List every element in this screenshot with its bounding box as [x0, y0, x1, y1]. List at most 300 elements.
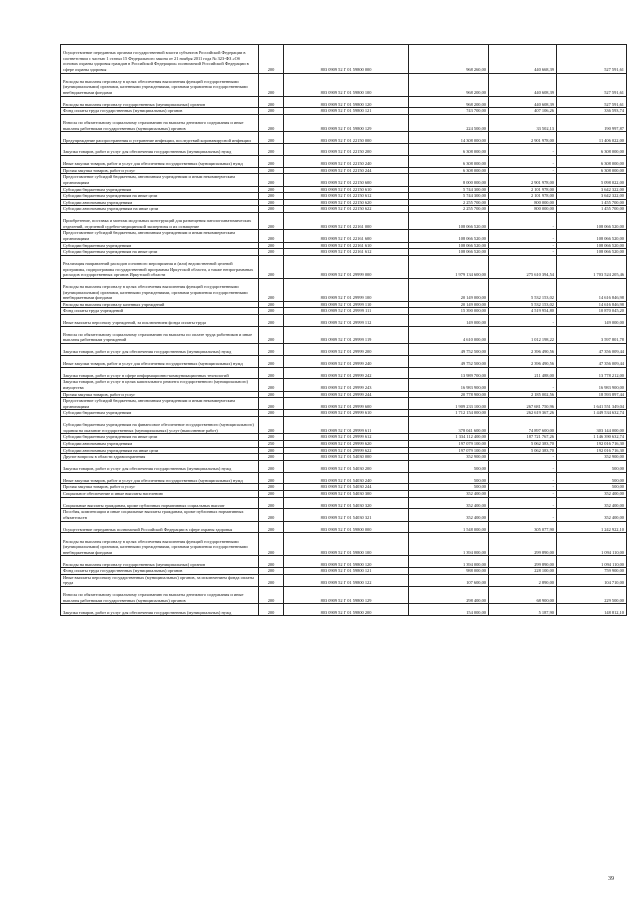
row-done: - — [489, 242, 557, 249]
row-plan: 6 308 000,00 — [409, 144, 489, 156]
row-rest: 6 308 000,00 — [557, 167, 627, 174]
row-done: 2 901 978,00 — [489, 174, 557, 186]
row-plan: 8 000 000,00 — [409, 174, 489, 186]
row-rest: 108 066 520,00 — [557, 242, 627, 249]
row-code: 200 — [259, 206, 284, 213]
row-done: 2 901 978,00 — [489, 132, 557, 144]
row-done: - — [489, 509, 557, 521]
row-done: 299 890,00 — [489, 556, 557, 568]
row-plan: 2 255 700,00 — [409, 199, 489, 206]
row-kbk: 803 0909 52 Г 01 59800 120 — [284, 556, 409, 568]
row-done: 33 502,13 — [489, 114, 557, 131]
row-code: 200 — [259, 301, 284, 308]
row-name: Субсидии бюджетным учреждениям на иные цели — [61, 249, 259, 256]
row-done: 2 101 978,00 — [489, 193, 557, 200]
row-kbk: 803 0909 52 Г 01 22150 000 — [284, 132, 409, 144]
row-code: 200 — [259, 255, 284, 278]
row-name: Субсидии бюджетным учреждениям — [61, 410, 259, 417]
table-row — [61, 490, 627, 497]
row-rest: 527 591,61 — [557, 96, 627, 108]
row-kbk: 803 0909 52 Г 01 29999 243 — [284, 379, 409, 391]
row-code: 200 — [259, 556, 284, 568]
row-code: 200 — [259, 367, 284, 379]
table-row — [61, 344, 627, 356]
row-plan: 968 200,00 — [409, 96, 489, 108]
row-name: Субсидии бюджетным учреждениям — [61, 242, 259, 249]
row-name: Взносы по обязательному социальному страхованию на выплаты денежного содержания и иные выплаты работникам государственных (муниципальных) органов — [61, 586, 259, 603]
row-name: Расходы на выплаты персоналу в целях обеспечения выполнения функций государственными (муниципальными) органами, казенными учреждениями, органами управления государственными внебюджетными фондами — [61, 73, 259, 96]
row-name: Закупка товаров, работ и услуг для обеспечения государственных (муниципальных) нужд — [61, 460, 259, 472]
row-plan: 108 066 520,00 — [409, 249, 489, 256]
table-row — [61, 355, 627, 367]
table-row — [61, 96, 627, 108]
row-plan: 108 066 520,00 — [409, 242, 489, 249]
row-plan: 1 712 154 000,00 — [409, 410, 489, 417]
table-row — [61, 326, 627, 343]
row-code: 200 — [259, 308, 284, 315]
row-plan: 108 066 520,00 — [409, 212, 489, 229]
row-kbk: 803 0909 52 Г 01 29999 119 — [284, 326, 409, 343]
row-kbk: 803 0909 52 Г 01 22150 600 — [284, 174, 409, 186]
row-plan: 13 989 700,00 — [409, 367, 489, 379]
row-done: - — [489, 460, 557, 472]
row-done: - — [489, 167, 557, 174]
row-rest: 5 098 022,00 — [557, 174, 627, 186]
row-code: 250 — [259, 441, 284, 448]
table-row — [61, 255, 627, 278]
row-done: 2 101 978,00 — [489, 186, 557, 193]
row-kbk: 803 0909 52 Г 01 22161 600 — [284, 230, 409, 242]
row-plan: 16 983 900,00 — [409, 379, 489, 391]
row-plan: 20 149 000,00 — [409, 301, 489, 308]
table-row — [61, 497, 627, 509]
row-kbk: 803 0909 52 Г 01 22150 610 — [284, 186, 409, 193]
table-row — [61, 174, 627, 186]
row-name: Субсидии автономным учреждениям на иные цели — [61, 206, 259, 213]
row-done: 440 668,39 — [489, 45, 557, 74]
row-plan: 20 149 000,00 — [409, 278, 489, 301]
row-plan: 5 744 300,00 — [409, 186, 489, 193]
row-name: Иные закупки товаров, работ и услуг для обеспечения государственных (муниципальных) нужд — [61, 472, 259, 484]
row-kbk: 803 0909 52 Г 01 59800 129 — [284, 114, 409, 131]
row-code: 200 — [259, 379, 284, 391]
row-code: 200 — [259, 391, 284, 398]
row-name: Приобретение, поставка и монтаж модульных конструкций для размещения патологоанатомических отделений, отделений судебно-медицинской экспертизы и их оснащение — [61, 212, 259, 229]
row-rest: 527 591,61 — [557, 45, 627, 74]
row-name: Субсидии автономным учреждениям — [61, 199, 259, 206]
row-code: 200 — [259, 586, 284, 603]
table-row — [61, 460, 627, 472]
row-name: Субсидии бюджетным учреждениям на иные цели — [61, 434, 259, 441]
row-rest: 108 066 520,00 — [557, 230, 627, 242]
row-name: Прочая закупка товаров, работ и услуг — [61, 391, 259, 398]
row-name: Закупка товаров, работ и услуг для обеспечения государственных (муниципальных) нужд — [61, 604, 259, 616]
row-kbk: 803 0909 52 Г 01 59800 121 — [284, 108, 409, 115]
row-code: 200 — [259, 230, 284, 242]
row-done: 228 100,00 — [489, 568, 557, 575]
table-body — [61, 45, 627, 616]
row-rest: 149 000,00 — [557, 314, 627, 326]
row-rest: 500,00 — [557, 484, 627, 491]
row-plan: 5 744 300,00 — [409, 193, 489, 200]
table-row — [61, 167, 627, 174]
row-name: Прочая закупка товаров, работ и услуг — [61, 167, 259, 174]
row-rest: 6 308 000,00 — [557, 144, 627, 156]
table-row — [61, 398, 627, 410]
row-rest: 3 642 322,00 — [557, 186, 627, 193]
row-name: Субсидии автономным учреждениям — [61, 441, 259, 448]
row-code: 200 — [259, 174, 284, 186]
row-kbk: 803 0909 52 Г 01 59800 120 — [284, 96, 409, 108]
row-kbk: 803 0909 52 Г 01 29999 622 — [284, 447, 409, 454]
row-done: - — [489, 454, 557, 461]
table-row — [61, 144, 627, 156]
row-name: Расходы на выплаты персоналу государственных (муниципальных) органов — [61, 96, 259, 108]
row-rest: 336 593,74 — [557, 108, 627, 115]
row-rest: 500,00 — [557, 460, 627, 472]
row-code: 200 — [259, 417, 284, 434]
table-row — [61, 533, 627, 556]
row-kbk: 803 0909 52 Г 01 29999 612 — [284, 434, 409, 441]
row-done: - — [489, 490, 557, 497]
table-row — [61, 509, 627, 521]
row-code: 200 — [259, 114, 284, 131]
row-rest: 1 455 700,00 — [557, 206, 627, 213]
row-name: Расходы на выплаты персоналу в целях обеспечения выполнения функций государственными (муниципальными) органами, казенными учреждениями, органами управления государственными внебюджетными фондами — [61, 278, 259, 301]
row-done: - — [489, 379, 557, 391]
row-rest: 192 016 716,30 — [557, 441, 627, 448]
row-rest: 1 641 551 349,04 — [557, 398, 627, 410]
row-plan: 1 548 000,00 — [409, 521, 489, 533]
row-done: - — [489, 497, 557, 509]
page-number: 39 — [608, 876, 614, 882]
table-row — [61, 301, 627, 308]
row-name: Взносы по обязательному социальному страхованию на выплаты по оплате труда работников и иные выплаты работникам учреждений — [61, 326, 259, 343]
row-done: 5 062 383,70 — [489, 441, 557, 448]
row-name: Иные закупки товаров, работ и услуг для обеспечения государственных (муниципальных) нужд — [61, 355, 259, 367]
row-plan: 1 334 112 400,00 — [409, 434, 489, 441]
row-plan: 968 200,00 — [409, 73, 489, 96]
row-done: 440 608,39 — [489, 96, 557, 108]
row-name: Закупка товаров, работ и услуг для обеспечения государственных (муниципальных) нужд — [61, 144, 259, 156]
row-kbk: 803 0909 52 Г 01 22150 622 — [284, 206, 409, 213]
row-kbk: 803 0909 52 Г 01 22161 610 — [284, 242, 409, 249]
row-kbk: 803 0909 52 Г 01 29999 611 — [284, 417, 409, 434]
table-row — [61, 586, 627, 603]
row-kbk: 803 0909 52 Г 01 54030 200 — [284, 460, 409, 472]
table-row — [61, 199, 627, 206]
row-done: 2 396 490,56 — [489, 355, 557, 367]
row-code: 200 — [259, 434, 284, 441]
row-plan: 197 079 100,00 — [409, 441, 489, 448]
row-plan: 2 255 700,00 — [409, 206, 489, 213]
row-name: Предупреждение распространения и устранение инфекции, последствий коронавирусной инфекции — [61, 132, 259, 144]
table-row — [61, 314, 627, 326]
row-rest: 1 703 524 205,46 — [557, 255, 627, 278]
row-name: Иные выплаты персоналу государственных (муниципальных) органов, за исключением фонда оплаты труда — [61, 574, 259, 586]
row-done: 267 681 750,96 — [489, 398, 557, 410]
row-code: 200 — [259, 410, 284, 417]
row-code: 200 — [259, 509, 284, 521]
row-rest: 229 500,00 — [557, 586, 627, 603]
row-kbk: 803 0909 52 Г 01 54030 320 — [284, 497, 409, 509]
row-code: 200 — [259, 242, 284, 249]
row-plan: 224 500,00 — [409, 114, 489, 131]
row-code: 200 — [259, 490, 284, 497]
table-row — [61, 574, 627, 586]
row-code: 200 — [259, 73, 284, 96]
row-name: Взносы по обязательному социальному страхованию на выплаты денежного содержания и иные выплаты работникам государственных (муниципальных) органов — [61, 114, 259, 131]
row-name: Пособия, компенсации и иные социальные выплаты гражданам, кроме публичных нормативных обязательств — [61, 509, 259, 521]
row-rest: 1 449 534 632,74 — [557, 410, 627, 417]
row-rest: 1 146 390 632,74 — [557, 434, 627, 441]
table-row — [61, 568, 627, 575]
row-code: 200 — [259, 497, 284, 509]
row-name: Предоставление субсидий бюджетным, автономным учреждениям и иным некоммерческим организациям — [61, 230, 259, 242]
row-done: 275 610 394,54 — [489, 255, 557, 278]
row-kbk: 803 0909 52 Г 01 29999 620 — [284, 441, 409, 448]
row-kbk: 803 0909 52 Г 01 29999 240 — [284, 355, 409, 367]
row-kbk: 803 0909 52 Г 01 29999 111 — [284, 308, 409, 315]
row-name: Фонд оплаты труда учреждений — [61, 308, 259, 315]
row-done: - — [489, 472, 557, 484]
row-done: 2 890,00 — [489, 574, 557, 586]
row-name: Субсидии автономным учреждениям на иные цели — [61, 447, 259, 454]
budget-table — [60, 44, 627, 616]
table-row — [61, 230, 627, 242]
row-plan: 1 394 000,00 — [409, 533, 489, 556]
row-kbk: 803 0909 52 Г 01 29999 610 — [284, 410, 409, 417]
row-plan: 1 909 233 100,00 — [409, 398, 489, 410]
row-name: Закупка товаров, работ и услуг в сфере информационно-коммуникационных технологий — [61, 367, 259, 379]
table-row — [61, 434, 627, 441]
row-code: 200 — [259, 344, 284, 356]
row-kbk: 803 0909 52 Г 01 54030 321 — [284, 509, 409, 521]
row-rest: 352 400,00 — [557, 509, 627, 521]
table-row — [61, 604, 627, 616]
row-kbk: 803 0909 52 Г 01 22150 200 — [284, 144, 409, 156]
table-row — [61, 556, 627, 568]
row-name: Субсидии бюджетным учреждениям — [61, 186, 259, 193]
row-plan: 6 308 000,00 — [409, 167, 489, 174]
row-rest: 18 593 897,44 — [557, 391, 627, 398]
row-done: - — [489, 212, 557, 229]
row-kbk: 803 0909 52 Г 01 54030 244 — [284, 484, 409, 491]
row-kbk: 803 0909 52 Г 01 29999 200 — [284, 344, 409, 356]
row-name: Иные выплаты персоналу учреждений, за исключением фонда оплаты труда — [61, 314, 259, 326]
row-rest: 14 616 846,98 — [557, 278, 627, 301]
row-code: 200 — [259, 472, 284, 484]
table-row — [61, 441, 627, 448]
row-name: Осуществление переданных органам государственной власти субъектов Российской Федерации в соответствии с частью 1 статьи 15 Федерального закона от 21 ноября 2011 года № 323-ФЗ «Об основах охраны здоровья граждан в Российской Федерации» полномочий Российской Федерации в сфере охраны здоровья — [61, 45, 259, 74]
table-row — [61, 308, 627, 315]
row-done: - — [489, 230, 557, 242]
row-rest: 3 642 322,00 — [557, 193, 627, 200]
row-name: Фонд оплаты труда государственных (муниципальных) органов — [61, 568, 259, 575]
table-row — [61, 193, 627, 200]
row-code: 200 — [259, 45, 284, 74]
row-kbk: 803 0909 52 Г 01 22150 240 — [284, 155, 409, 167]
row-code: 200 — [259, 144, 284, 156]
row-plan: 352 900,00 — [409, 454, 489, 461]
row-code: 200 — [259, 278, 284, 301]
row-kbk: 803 0909 52 Г 01 22161 612 — [284, 249, 409, 256]
row-name: Субсидии бюджетным учреждениям на иные цели — [61, 193, 259, 200]
row-rest: 16 983 900,00 — [557, 379, 627, 391]
row-code: 200 — [259, 574, 284, 586]
row-done: 800 000,00 — [489, 199, 557, 206]
table-row — [61, 206, 627, 213]
row-kbk: 803 0909 52 Г 01 59800 100 — [284, 73, 409, 96]
row-done: - — [489, 484, 557, 491]
row-plan: 49 752 500,00 — [409, 344, 489, 356]
row-plan: 988 000,00 — [409, 568, 489, 575]
row-plan: 352 400,00 — [409, 490, 489, 497]
row-code: 200 — [259, 447, 284, 454]
row-done: - — [489, 249, 557, 256]
row-name: Социальное обеспечение и иные выплаты населению — [61, 490, 259, 497]
row-kbk: 803 0909 52 Г 01 22150 244 — [284, 167, 409, 174]
row-done: 5 532 153,02 — [489, 278, 557, 301]
row-rest: 104 710,00 — [557, 574, 627, 586]
table-row — [61, 391, 627, 398]
table-row — [61, 521, 627, 533]
row-rest: 192 016 716,30 — [557, 447, 627, 454]
row-code: 200 — [259, 199, 284, 206]
row-code: 200 — [259, 193, 284, 200]
row-code: 200 — [259, 484, 284, 491]
table-row — [61, 367, 627, 379]
row-kbk: 803 0909 52 Г 01 59800 122 — [284, 574, 409, 586]
row-kbk: 803 0909 52 Г 01 59800 100 — [284, 533, 409, 556]
row-name: Реализация направлений расходов основного мероприятия и (или) ведомственной целевой программы, подпрограммы государственной программы Иркутской области, а также непрограммных расходов государственных органов Иркутской области — [61, 255, 259, 278]
row-done: 440 608,39 — [489, 73, 557, 96]
row-kbk: 803 0909 52 Г 01 54030 240 — [284, 472, 409, 484]
table-row — [61, 278, 627, 301]
row-code: 200 — [259, 454, 284, 461]
row-rest: 500,00 — [557, 472, 627, 484]
row-code: 200 — [259, 108, 284, 115]
row-done: 1 012 198,22 — [489, 326, 557, 343]
row-code: 200 — [259, 249, 284, 256]
row-rest: 6 308 000,00 — [557, 155, 627, 167]
row-code: 200 — [259, 132, 284, 144]
row-done: 68 900,00 — [489, 586, 557, 603]
table-row — [61, 417, 627, 434]
row-done: 305 077,90 — [489, 521, 557, 533]
row-plan: 500,00 — [409, 484, 489, 491]
row-rest: 1 455 700,00 — [557, 199, 627, 206]
row-rest: 1 094 110,00 — [557, 556, 627, 568]
row-code: 200 — [259, 568, 284, 575]
row-plan: 6 308 000,00 — [409, 155, 489, 167]
row-plan: 49 752 500,00 — [409, 355, 489, 367]
row-done: 262 619 367,26 — [489, 410, 557, 417]
row-plan: 4 610 000,00 — [409, 326, 489, 343]
row-rest: 190 997,87 — [557, 114, 627, 131]
table-row — [61, 155, 627, 167]
row-kbk: 803 0909 52 Г 01 22150 612 — [284, 193, 409, 200]
row-rest: 11 406 022,00 — [557, 132, 627, 144]
row-rest: 352 400,00 — [557, 490, 627, 497]
row-kbk: 803 0909 52 Г 01 22161 000 — [284, 212, 409, 229]
row-kbk: 803 0909 52 Г 01 59800 129 — [284, 586, 409, 603]
row-kbk: 803 0909 52 Г 01 29999 242 — [284, 367, 409, 379]
row-name: Другие вопросы в области здравоохранения — [61, 454, 259, 461]
row-rest: 1 242 922,10 — [557, 521, 627, 533]
row-code: 200 — [259, 186, 284, 193]
row-plan: 149 000,00 — [409, 314, 489, 326]
row-name: Осуществление переданных полномочий Российской Федерации в сфере охраны здоровья — [61, 521, 259, 533]
table-row — [61, 242, 627, 249]
row-kbk: 803 0909 52 Г 01 29999 244 — [284, 391, 409, 398]
row-code: 200 — [259, 96, 284, 108]
row-done: 800 000,00 — [489, 206, 557, 213]
table-row — [61, 45, 627, 74]
row-rest: 13 778 212,00 — [557, 367, 627, 379]
row-rest: 352 900,00 — [557, 454, 627, 461]
row-rest: 148 812,10 — [557, 604, 627, 616]
row-done: 5 532 153,02 — [489, 301, 557, 308]
row-kbk: 803 0909 52 Г 01 59800 200 — [284, 604, 409, 616]
row-kbk: 803 0909 52 Г 01 22150 620 — [284, 199, 409, 206]
row-kbk: 803 0909 52 Г 01 29999 112 — [284, 314, 409, 326]
table-row — [61, 73, 627, 96]
report-sheet — [60, 44, 626, 616]
row-code: 200 — [259, 212, 284, 229]
row-plan: 743 700,00 — [409, 108, 489, 115]
row-kbk: 803 0909 52 Г 01 59800 121 — [284, 568, 409, 575]
row-plan: 20 778 900,00 — [409, 391, 489, 398]
row-done: 4 519 954,80 — [489, 308, 557, 315]
table-row — [61, 114, 627, 131]
row-done: 187 721 767,26 — [489, 434, 557, 441]
row-plan: 968 260,00 — [409, 45, 489, 74]
row-code: 200 — [259, 398, 284, 410]
row-plan: 107 600,00 — [409, 574, 489, 586]
row-code: 200 — [259, 604, 284, 616]
row-plan: 1 979 134 600,00 — [409, 255, 489, 278]
row-kbk: 803 0909 52 Г 01 29999 100 — [284, 278, 409, 301]
row-done: - — [489, 155, 557, 167]
row-rest: 759 900,00 — [557, 568, 627, 575]
row-done: - — [489, 314, 557, 326]
row-plan: 500,00 — [409, 460, 489, 472]
table-row — [61, 379, 627, 391]
row-code: 200 — [259, 521, 284, 533]
row-name: Расходы на выплаты персоналу казенных учреждений — [61, 301, 259, 308]
row-rest: 1 094 110,00 — [557, 533, 627, 556]
row-rest: 14 616 846,98 — [557, 301, 627, 308]
row-done: 407 106,26 — [489, 108, 557, 115]
table-row — [61, 454, 627, 461]
row-name: Предоставление субсидий бюджетным, автономным учреждениям и иным некоммерческим организациям — [61, 174, 259, 186]
row-plan: 352 400,00 — [409, 497, 489, 509]
row-done: 2 185 002,56 — [489, 391, 557, 398]
row-done: 211 488,00 — [489, 367, 557, 379]
row-plan: 1 394 000,00 — [409, 556, 489, 568]
row-kbk: 803 0909 52 Г 01 54030 300 — [284, 490, 409, 497]
row-done: 74 897 600,00 — [489, 417, 557, 434]
row-plan: 14 308 000,00 — [409, 132, 489, 144]
table-row — [61, 132, 627, 144]
row-name: Закупка товаров, работ и услуг в целях капитального ремонта государственного (муниципального) имущества — [61, 379, 259, 391]
row-code: 200 — [259, 533, 284, 556]
row-done: 299 890,00 — [489, 533, 557, 556]
table-row — [61, 484, 627, 491]
row-plan: 298 400,00 — [409, 586, 489, 603]
row-kbk: 803 0909 52 Г 01 59800 000 — [284, 45, 409, 74]
